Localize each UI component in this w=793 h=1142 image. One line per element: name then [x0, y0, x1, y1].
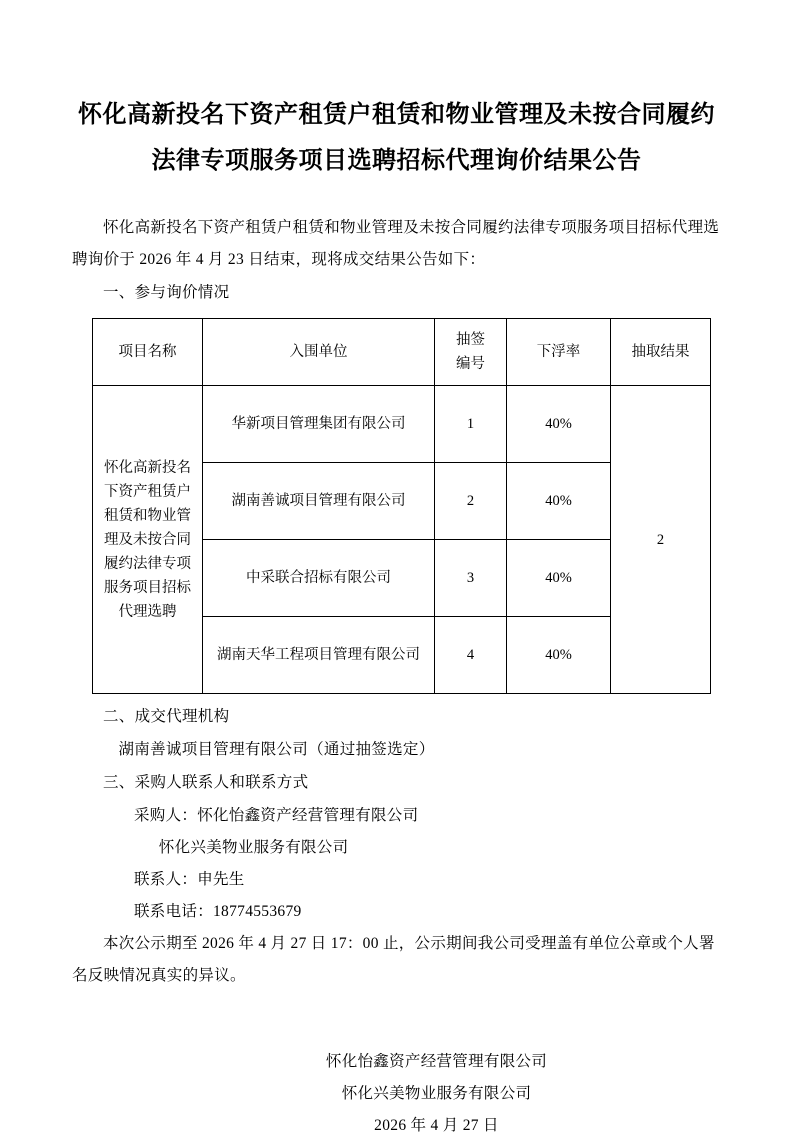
- cell-unit: 湖南善诚项目管理有限公司: [203, 463, 435, 540]
- cell-draw-number: 2: [435, 463, 507, 540]
- cell-project-name: 怀化高新投名下资产租赁户租赁和物业管理及未按合同履约法律专项服务项目招标代理选聘: [93, 386, 203, 694]
- cell-unit: 华新项目管理集团有限公司: [203, 386, 435, 463]
- intro-paragraph: 怀化高新投名下资产租赁户租赁和物业管理及未按合同履约法律专项服务项目招标代理选聘询价于 2026 年 4 月 23 日结束，现将成交结果公告如下：: [72, 219, 720, 268]
- cell-unit: 湖南天华工程项目管理有限公司: [203, 617, 435, 694]
- th-unit: 入围单位: [203, 319, 435, 386]
- cell-discount-rate: 40%: [507, 463, 611, 540]
- table-header-row: [93, 319, 711, 386]
- cell-draw-number: 1: [435, 386, 507, 463]
- buyer-line-2: 怀化兴美物业服务有限公司: [158, 839, 349, 856]
- cell-discount-rate: 40%: [507, 540, 611, 617]
- th-draw-number: [435, 319, 507, 386]
- notice-paragraph: 本次公示期至 2026 年 4 月 27 日 17：00 止，公示期间我公司受理盖有单位公章或个人署名反映情况真实的异议。: [72, 935, 715, 984]
- section-heading-2: 二、成交代理机构: [103, 708, 230, 725]
- buyer-line-1: 采购人：怀化怡鑫资产经营管理有限公司: [134, 807, 419, 824]
- cell-discount-rate: 40%: [507, 617, 611, 694]
- signature-date: 2026 年 4 月 27 日: [374, 1117, 499, 1134]
- section2-body: 湖南善诚项目管理有限公司（通过抽签选定）: [118, 741, 435, 758]
- th-discount-rate: 下浮率: [507, 319, 611, 386]
- cell-discount-rate: 40%: [507, 386, 611, 463]
- page-title: 怀化高新投名下资产租赁户租赁和物业管理及未按合同履约法律专项服务项目选聘招标代理询价结果公告: [78, 102, 715, 174]
- signature-block: [72, 1046, 721, 1142]
- signature-company-2: 怀化兴美物业服务有限公司: [341, 1085, 532, 1102]
- th-draw-result: 抽取结果: [611, 319, 711, 386]
- section-heading-1: 一、参与询价情况: [103, 284, 230, 301]
- th-project-name: 项目名称: [93, 319, 203, 386]
- inquiry-result-table: [92, 318, 711, 694]
- cell-draw-result: 2: [611, 386, 711, 694]
- th-draw-number-line2: 编号: [456, 356, 485, 372]
- signature-company-1: 怀化怡鑫资产经营管理有限公司: [325, 1053, 548, 1070]
- cell-draw-number: 3: [435, 540, 507, 617]
- th-draw-number-line1: 抽签: [456, 332, 485, 348]
- contact-person: 联系人：申先生: [134, 871, 245, 888]
- contact-phone: 联系电话：18774553679: [134, 903, 302, 920]
- section-heading-3: 三、采购人联系人和联系方式: [103, 774, 309, 791]
- cell-draw-number: 4: [435, 617, 507, 694]
- table-row: [93, 386, 711, 463]
- cell-unit: 中采联合招标有限公司: [203, 540, 435, 617]
